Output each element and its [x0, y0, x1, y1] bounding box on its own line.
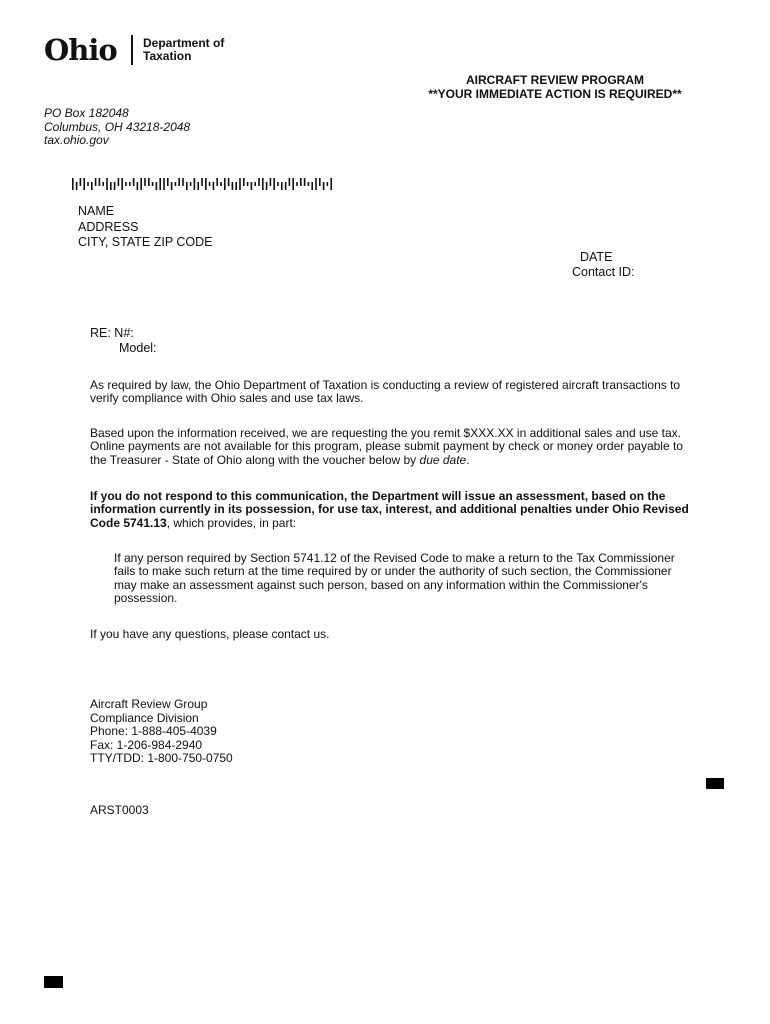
barcode-bar: [175, 182, 177, 186]
paragraph-review-notice: As required by law, the Ohio Department of Taxation is conducting a review of registered aircraft transactions to verify compliance with Ohio sales and use tax laws.: [90, 378, 681, 406]
date-contact-block: [572, 250, 635, 280]
return-address: [44, 107, 190, 148]
website: tax.ohio.gov: [44, 133, 109, 147]
paragraph-payment-request: [90, 427, 690, 467]
barcode-bar: [296, 182, 298, 186]
barcode-bar: [87, 182, 89, 186]
barcode-bar: [137, 182, 139, 190]
barcode-bar: [315, 178, 317, 190]
barcode-bar: [311, 182, 313, 190]
recipient-city-state-zip: CITY, STATE ZIP CODE: [78, 235, 213, 249]
contact-division: Compliance Division: [90, 710, 199, 725]
date-label: DATE: [580, 250, 613, 264]
barcode-bar: [273, 178, 275, 190]
barcode-bar: [114, 182, 116, 190]
barcode-bar: [186, 182, 188, 190]
reference-block: [90, 326, 157, 355]
barcode-bar: [205, 178, 207, 190]
barcode-bar: [235, 182, 237, 190]
barcode-bar: [300, 178, 302, 186]
barcode-bar: [140, 178, 142, 190]
barcode-bar: [258, 178, 260, 186]
assessment-warning-bold: If you do not respond to this communication, the Department will issue an assessment, based on the information currently in its possession, for use tax, interest, and additional penalties under Ohio Revised Code 5741.13: [90, 489, 689, 530]
barcode-bar: [129, 182, 131, 186]
ohio-logo: Ohio: [44, 33, 117, 67]
department-line-1: Department of: [143, 36, 225, 50]
barcode-bar: [83, 178, 85, 190]
barcode-bar: [190, 182, 192, 186]
barcode-bar: [239, 178, 241, 190]
barcode-bar: [194, 178, 196, 190]
contact-phone: Phone: 1-888-405-4039: [90, 724, 217, 739]
barcode-bar: [220, 182, 222, 186]
barcode-bar: [106, 178, 108, 190]
barcode-bar: [209, 182, 211, 186]
barcode-bar: [201, 178, 203, 186]
barcode-bar: [152, 182, 154, 186]
barcode-bar: [178, 178, 180, 186]
barcode-bar: [251, 182, 253, 190]
barcode-bar: [167, 178, 169, 186]
barcode-bar: [118, 178, 120, 186]
barcode-bar: [95, 178, 97, 186]
re-model: Model:: [119, 340, 157, 355]
barcode-bar: [171, 182, 173, 190]
barcode-bar: [216, 178, 218, 186]
barcode-bar: [133, 178, 135, 186]
barcode-bar: [285, 182, 287, 190]
contact-block: [90, 698, 233, 766]
po-box: PO Box 182048: [44, 106, 129, 120]
city-line: Columbus, OH 43218-2048: [44, 119, 191, 134]
payment-text-end: .: [466, 452, 470, 467]
barcode-bar: [277, 182, 279, 186]
barcode-bar: [197, 182, 199, 190]
contact-id-label: Contact ID:: [572, 265, 635, 279]
barcode-bar: [159, 178, 161, 190]
barcode-bar: [308, 182, 310, 186]
department-name: [143, 37, 224, 63]
barcode-bar: [281, 182, 283, 190]
due-date: due date: [419, 452, 467, 467]
statute-quote: If any person required by Section 5741.12 of the Revised Code to make a return to the Tax Commissioner fails to make such return at the time required by or under the authority of such section, the Commissioner may make an assessment against such person, based on any information within the Commissioner's possession.: [114, 551, 675, 605]
barcode-bar: [270, 178, 272, 186]
barcode-bar: [304, 178, 306, 186]
barcode-bar: [289, 178, 291, 186]
barcode-bar: [76, 182, 78, 190]
barcode-bar: [319, 178, 321, 186]
barcode-bar: [80, 178, 82, 186]
barcode-bar: [228, 178, 230, 186]
barcode-bar: [102, 182, 104, 186]
barcode-bar: [182, 178, 184, 186]
barcode-bar: [144, 178, 146, 186]
contact-group: Aircraft Review Group: [90, 697, 208, 711]
payment-text: Based upon the information received, we are requesting the you remit $XXX.XX in additional sales and use tax. Online payments are not available for this program, please submit payment by check or money order payable to the Treasurer - State of Ohio along with the voucher below by: [90, 426, 683, 467]
assessment-warning-rest: , which provides, in part:: [166, 515, 297, 530]
registration-mark-right: [706, 778, 724, 789]
barcode-bar: [266, 182, 268, 190]
form-code: ARST0003: [90, 803, 149, 817]
barcode-bar: [72, 178, 74, 190]
registration-mark-bottom: [44, 976, 63, 988]
barcode-bar: [213, 182, 215, 190]
barcode-bar: [323, 182, 325, 190]
barcode-bar: [91, 182, 93, 190]
barcode-bar: [232, 182, 234, 190]
barcode-bar: [148, 178, 150, 186]
program-title: AIRCRAFT REVIEW PROGRAM: [466, 73, 644, 87]
paragraph-questions: If you have any questions, please contact us.: [90, 627, 330, 641]
barcode-bar: [262, 178, 264, 190]
postal-barcode: [72, 178, 337, 190]
barcode-bar: [224, 178, 226, 190]
barcode-bar: [254, 182, 256, 186]
logo-divider: [131, 35, 133, 65]
barcode-bar: [156, 182, 158, 190]
recipient-address: ADDRESS: [78, 219, 139, 234]
barcode-bar: [125, 182, 127, 186]
recipient-name: NAME: [78, 204, 115, 218]
contact-tty: TTY/TDD: 1-800-750-0750: [90, 751, 233, 766]
action-required-notice: **YOUR IMMEDIATE ACTION IS REQUIRED**: [428, 87, 682, 101]
recipient-block: [78, 204, 213, 251]
barcode-bar: [292, 178, 294, 190]
barcode-bar: [243, 178, 245, 186]
department-line-2: Taxation: [143, 49, 192, 63]
barcode-bar: [163, 178, 165, 190]
contact-fax: Fax: 1-206-984-2940: [90, 737, 203, 752]
barcode-bar: [99, 178, 101, 186]
barcode-bar: [110, 182, 112, 190]
paragraph-assessment-warning: [90, 490, 690, 530]
barcode-bar: [121, 178, 123, 190]
barcode-bar: [330, 178, 332, 190]
barcode-bar: [327, 182, 329, 186]
re-n-number: RE: N#:: [90, 326, 134, 340]
barcode-bar: [247, 182, 249, 186]
